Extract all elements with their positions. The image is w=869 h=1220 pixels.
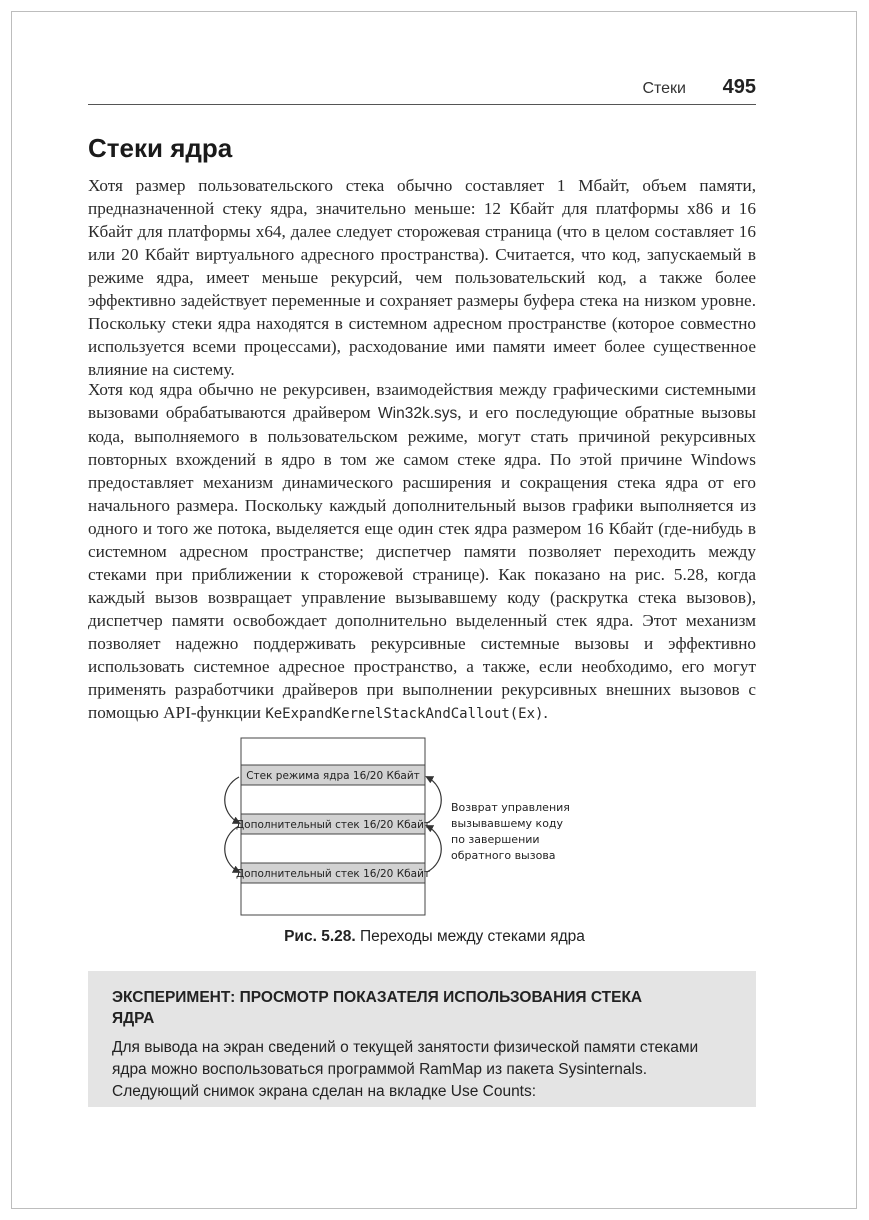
return-note-line-4: обратного вызова: [451, 849, 556, 862]
page-number: 495: [722, 76, 756, 98]
stack-label-3: Дополнительный стек 16/20 Кбайт: [235, 868, 431, 880]
running-header: [88, 74, 756, 105]
return-note-line-3: по завершении: [451, 833, 540, 846]
figure-caption: [0, 928, 869, 946]
call-arrow-1: [225, 777, 239, 823]
svg-text:Возврат управления вызывав: [451, 801, 573, 862]
paragraph-2-text-a: Хотя код ядра обычно не рекурсивен, взаимодействия между графическими системными вызовами обрабатываются драйвером: [88, 380, 756, 422]
paragraph-2-text-b: , и его последующие обратные вызовы кода, выполняемого в пользовательском режиме, могут стать причиной рекурсивных повторных вхождений в ядро в том же самом стеке ядра. По этой причине Windows предоставляет механизм динамического расширения и сокращения стека ядра от его начального размера. Поскольку каждый дополнительный вызов графики выполняется из одного и того же потока, выделяется еще один стек ядра размером 16 Кбайт (где-нибудь в системном адресном пространстве; диспетчер памяти позволяет переходить между стеками при приближении к сторожевой странице). Как показано на рис. 5.28, когда каждый вызов возвращает управление вызывавшему коду (раскрутка стека вызовов), диспетчер памяти освобождает дополнительно выделенный стек ядра. Этот механизм позволяет надежно поддерживать рекурсивные системные вызовы и эффективно использовать системное адресное пространство, а также, если необходимо, его могут применять разработчики драйверов при выполнении рекурсивных внешних вызовов с помощью API-функции: [88, 403, 756, 722]
return-note-line-1: Возврат управления: [451, 801, 570, 814]
experiment-text: Для вывода на экран сведений о текущей занятости физической памяти стеками ядра можно воспользоваться программой RamMap из пакета Sysinternals. Следующий снимок экрана сделан на вкладке Use Counts:: [112, 1039, 699, 1100]
paragraph-1: Хотя размер пользовательского стека обычно составляет 1 Мбайт, объем памяти, предназначенной стеку ядра, значительно меньше: 12 Кбайт для платформы x86 и 16 Кбайт для платформы x64, далее следует сторожевая страница (что в целом составляет 16 или 20 Кбайт виртуального адресного пространства). Считается, что код, запускаемый в режиме ядра, имеет меньше рекурсий, чем пользовательский код, а также более эффективно задействует переменные и сохраняет размеры буфера стека на низком уровне. Поскольку стеки ядра находятся в системном адресном пространстве (которое совместно используется всеми процессами), расходование ими памяти имеет более существенное влияние на систему.: [88, 176, 756, 379]
function-name: KeExpandKernelStackAndCallout(Ex): [265, 706, 544, 722]
section-heading: Стеки ядра: [88, 133, 233, 163]
return-arrow-2: [427, 826, 441, 872]
figure-caption-text: Переходы между стеками ядра: [355, 928, 585, 945]
figure-number: Рис. 5.28.: [284, 928, 356, 945]
return-arrow-1: [427, 777, 441, 823]
paragraph-2-text-c: .: [543, 703, 548, 722]
experiment-title: ЭКСПЕРИМЕНТ: ПРОСМОТР ПОКАЗАТЕЛЯ ИСПОЛЬЗОВАНИЯ СТЕКА ЯДРА: [112, 989, 643, 1027]
stack-label-1: Стек режима ядра 16/20 Кбайт: [246, 770, 420, 782]
stack-label-2: Дополнительный стек 16/20 Кбайт: [235, 819, 431, 831]
paragraph-2: [88, 378, 756, 726]
experiment-box: [88, 971, 756, 1107]
driver-name: Win32k.sys: [378, 405, 458, 422]
return-note-line-2: вызывавшему коду: [451, 817, 564, 830]
stack-transitions-diagram: [215, 735, 595, 920]
call-arrow-2: [225, 826, 239, 872]
header-section-title: Стеки: [642, 80, 686, 97]
